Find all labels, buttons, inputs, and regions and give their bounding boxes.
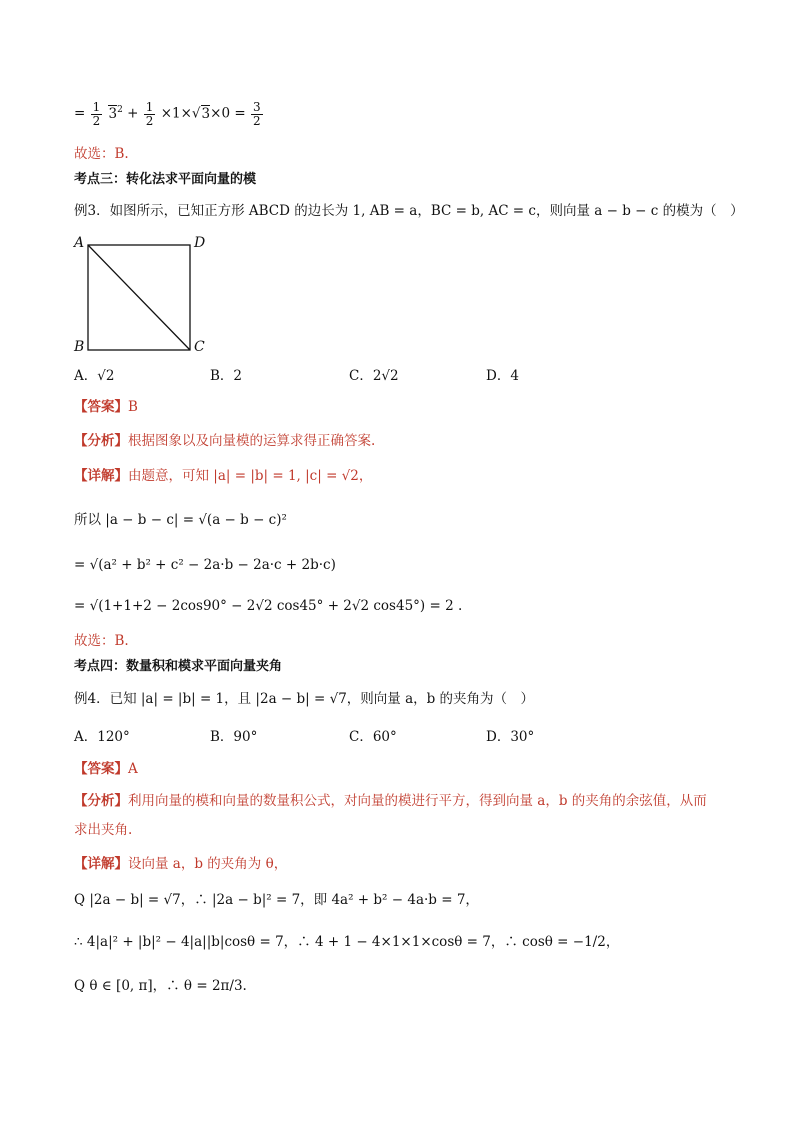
detail-3-line-4: = √(1+1+2 − 2cos90° − 2√2 cos45° + 2√2 cos45°) = 2 . [74, 598, 463, 614]
detail-4: 【详解】设向量 a，b 的夹角为 θ， [74, 856, 288, 872]
option-a-4: A．120° [74, 729, 130, 745]
detail-3-line-3: = √(a² + b² + c² − 2a·b − 2a·c + 2b·c) [74, 557, 336, 573]
answer-4: 【答案】A [74, 761, 138, 777]
detail-4-line-4: Q θ ∈ [0, π]，∴ θ = 2π/3. [74, 978, 247, 994]
example-3: 例3．如图所示，已知正方形 ABCD 的边长为 1, AB = a，BC = b, AC = c，则向量 a − b − c 的模为（ ） [74, 203, 744, 219]
section-title-4: 考点四：数量积和模求平面向量夹角 [74, 659, 283, 674]
vertex-a-label: A [74, 235, 85, 251]
option-a: A．√2 [74, 368, 115, 384]
section-title: 考点三：转化法求平面向量的模 [74, 172, 257, 187]
option-d-4: D．30° [486, 729, 535, 745]
choice-line-2: 故选：B. [74, 633, 129, 649]
choice-line: 故选：B. [74, 146, 129, 162]
detail-4-line-2: Q |2a − b| = √7，∴ |2a − b|² = 7，即 4a² + b² − 4a·b = 7， [74, 892, 479, 908]
option-b-4: B．90° [210, 729, 258, 745]
option-c-4: C．60° [349, 729, 397, 745]
analysis-3: 【分析】根据图象以及向量模的运算求得正确答案. [74, 433, 376, 449]
vertex-b-label: B [74, 339, 85, 355]
analysis-4-cont: 求出夹角. [74, 822, 133, 838]
example-4: 例4．已知 |a| = |b| = 1，且 |2a − b| = √7，则向量 a，b 的夹角为（ ） [74, 691, 535, 707]
option-b: B．2 [210, 368, 243, 384]
detail-3-line-2: 所以 |a − b − c| = √(a − b − c)² [74, 512, 287, 528]
vertex-c-label: C [194, 339, 205, 355]
vertex-d-label: D [194, 235, 206, 251]
formula-line: = $\frac{1}{2}$ $3^2$ + $\frac{1}{2}$ ×1×√3×0 = $\frac{3}{2}$ [74, 99, 261, 128]
option-c: C．2√2 [349, 368, 399, 384]
answer-3: 【答案】B [74, 399, 138, 415]
detail-4-line-3: ∴ 4|a|² + |b|² − 4|a||b|cosθ = 7，∴ 4 + 1 − 4×1×1×cosθ = 7，∴ cosθ = −1/2， [74, 934, 620, 950]
fraction-half: $\frac{1}{2}$ [92, 99, 101, 128]
analysis-4: 【分析】利用向量的模和向量的数量积公式，对向量的模进行平方，得到向量 a，b 的夹角的余弦值，从而 [74, 793, 707, 809]
detail-3: 【详解】由题意，可知 |a| = |b| = 1, |c| = √2， [74, 468, 373, 484]
option-d: D．4 [486, 368, 519, 384]
square-figure [70, 234, 230, 364]
